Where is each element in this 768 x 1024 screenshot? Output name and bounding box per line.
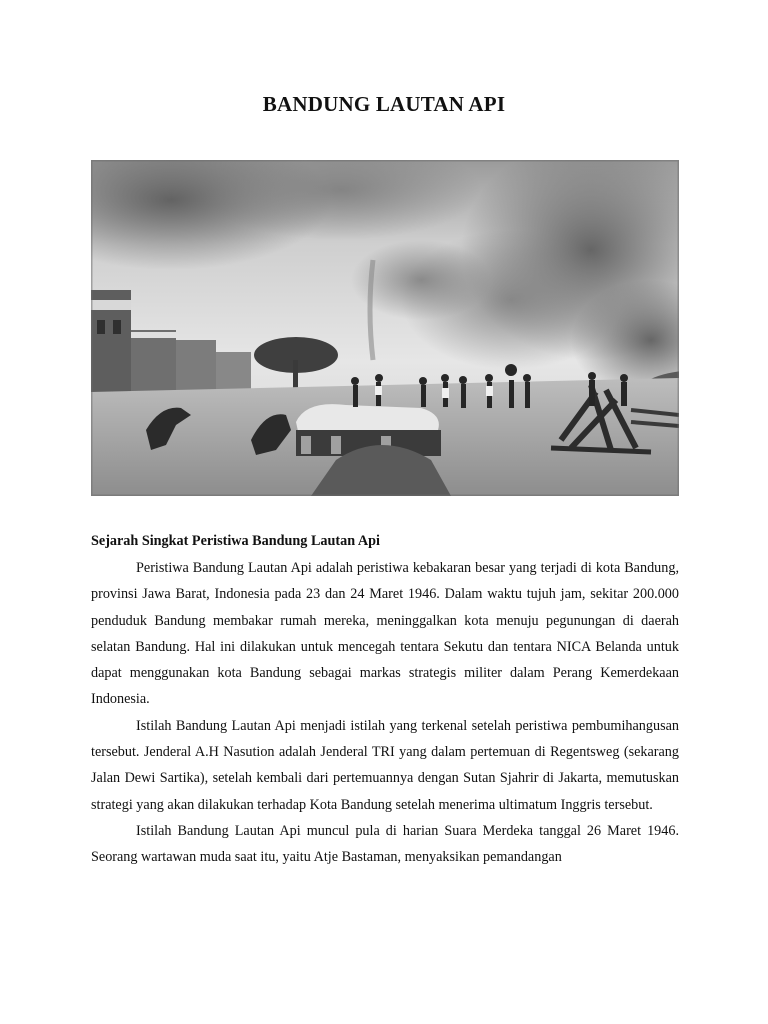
body-text [91,555,679,871]
paragraph: Peristiwa Bandung Lautan Api adalah peristiwa kebakaran besar yang terjadi di kota Bandung, provinsi Jawa Barat, Indonesia pada 23 dan 24 Maret 1946. Dalam waktu tujuh jam, sekitar 200.000 penduduk Bandung membakar rumah mereka, meninggalkan kota menuju pegunungan di daerah selatan Bandung. Hal ini dilakukan untuk mencegah tentara Sekutu dan tentara NICA Belanda untuk dapat menggunakan kota Bandung sebagai markas strategis militer dalam Perang Kemerdekaan Indonesia. [91,560,679,708]
historical-photo [91,160,679,496]
document-title: BANDUNG LAUTAN API [262,92,506,116]
section-heading: Sejarah Singkat Peristiwa Bandung Lautan Api [91,533,380,549]
paragraph: Istilah Bandung Lautan Api menjadi istilah yang terkenal setelah peristiwa pembumihangusan tersebut. Jenderal A.H Nasution adalah Jenderal TRI yang dalam pertemuan di Regentsweg (sekarang Jalan Dewi Sartika), setelah kembali dari pertemuannya dengan Sutan Sjahrir di Jakarta, memutuskan strategi yang akan dilakukan terhadap Kota Bandung setelah menerima ultimatum Inggris tersebut. [91,717,679,813]
paragraph: Istilah Bandung Lautan Api muncul pula di harian Suara Merdeka tanggal 26 Maret 1946. Seorang wartawan muda saat itu, yaitu Atje Bastaman, menyaksikan pemandangan [91,822,679,866]
